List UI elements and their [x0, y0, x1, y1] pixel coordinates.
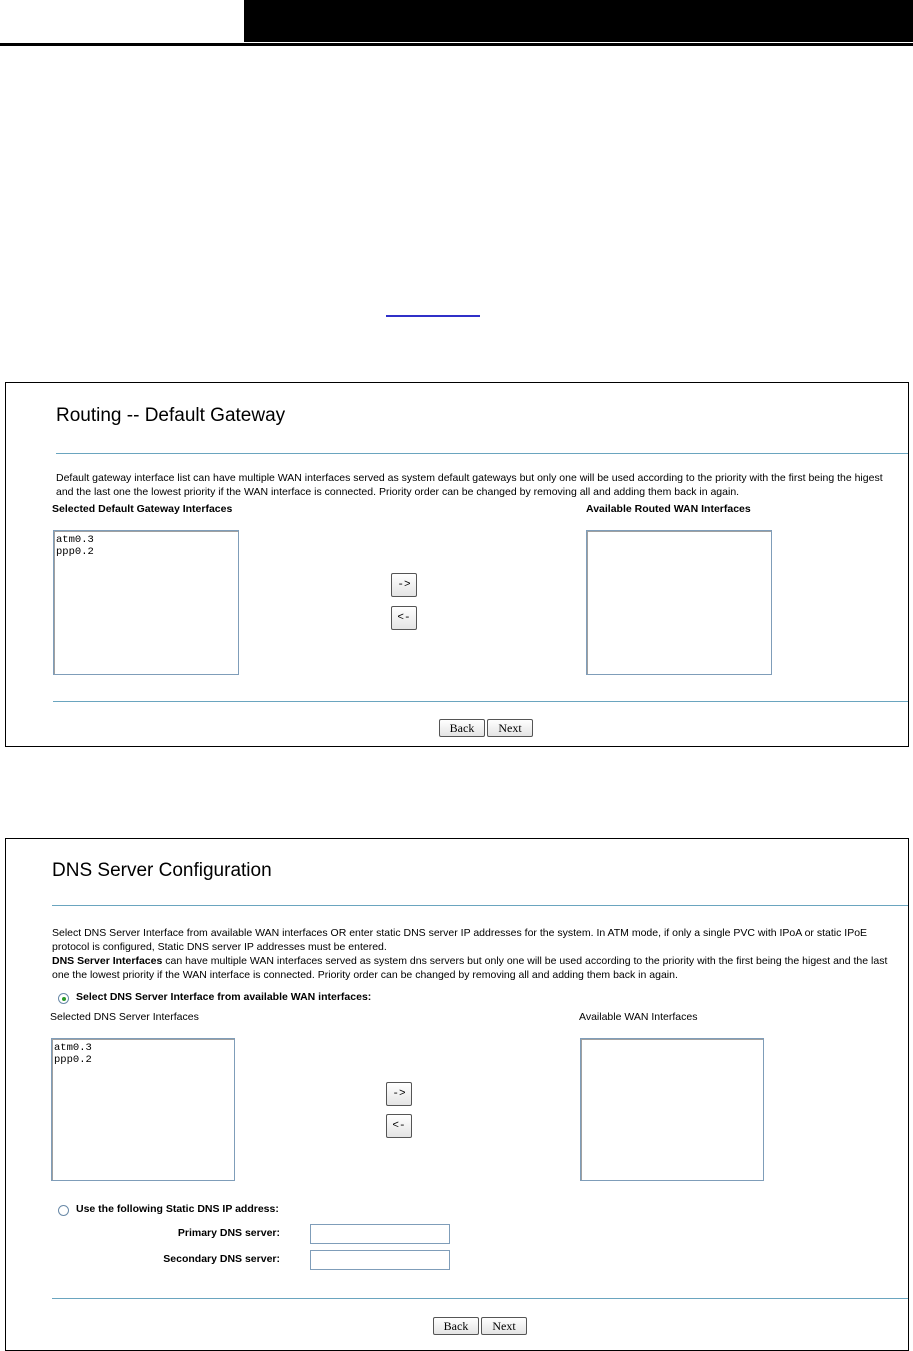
selected-gateway-interfaces-list[interactable] [53, 530, 239, 675]
document-header-rule [0, 43, 913, 46]
document-header-bar [244, 0, 913, 42]
description-paragraph-2 [52, 954, 900, 982]
dns-server-configuration-panel [5, 838, 909, 1351]
move-left-button[interactable]: <- [391, 606, 417, 630]
secondary-dns-label: Secondary DNS server: [163, 1253, 280, 1265]
description-paragraph-1: Select DNS Server Interface from available WAN interfaces OR enter static DNS server IP addresses for the system. In ATM mode, if only a single PVC with IPoA or static IPoE protocol is configured, Static DNS server IP addresses must be entered. [52, 927, 868, 953]
page-title: Routing -- Default Gateway [56, 405, 286, 426]
title-divider [56, 453, 908, 454]
static-dns-radio[interactable] [58, 1205, 69, 1216]
selected-interfaces-label: Selected Default Gateway Interfaces [52, 503, 233, 515]
primary-dns-label: Primary DNS server: [177, 1227, 280, 1239]
description-text: Default gateway interface list can have multiple WAN interfaces served as system default gateways but only one will be used according to the priority with the first being the higest and the last one the lowest priority if the WAN interface is connected. Priority order can be changed by removing all and adding them back in again. [56, 472, 883, 498]
available-wan-interfaces-list[interactable] [580, 1038, 764, 1181]
dns-interface-option-label: Select DNS Server Interface from available WAN interfaces: [76, 991, 372, 1003]
selected-dns-interfaces-list[interactable] [51, 1038, 235, 1181]
available-interfaces-label: Available Routed WAN Interfaces [586, 503, 751, 515]
routing-default-gateway-panel [5, 382, 909, 747]
list-item[interactable]: atm0.3 [54, 1042, 92, 1054]
secondary-dns-input[interactable] [310, 1250, 450, 1270]
static-dns-option-label: Use the following Static DNS IP address: [76, 1203, 279, 1215]
next-button[interactable]: Next [487, 719, 533, 737]
title-divider [52, 905, 908, 906]
move-left-button[interactable]: <- [386, 1114, 412, 1138]
document-link-underline [386, 315, 480, 317]
description-bold-term: DNS Server Interfaces [52, 955, 163, 967]
available-routed-wan-interfaces-list[interactable] [586, 530, 772, 675]
next-button[interactable]: Next [481, 1317, 527, 1335]
move-right-button[interactable]: -> [391, 573, 417, 597]
list-item[interactable]: ppp0.2 [54, 1054, 92, 1066]
primary-dns-input[interactable] [310, 1224, 450, 1244]
bottom-divider [53, 701, 908, 702]
back-button[interactable]: Back [439, 719, 485, 737]
back-button[interactable]: Back [433, 1317, 479, 1335]
dns-interface-radio[interactable] [58, 993, 69, 1004]
list-item[interactable]: ppp0.2 [56, 546, 94, 558]
selected-dns-interfaces-label: Selected DNS Server Interfaces [50, 1011, 199, 1023]
move-right-button[interactable]: -> [386, 1082, 412, 1106]
description-rest: can have multiple WAN interfaces served as system dns servers but only one will be used according to the priority with the first being the higest and the last one the lowest priority if the WAN interface is connected. Priority order can be changed by removing all and adding them back in again. [52, 955, 888, 981]
bottom-divider [52, 1298, 908, 1299]
available-wan-interfaces-label: Available WAN Interfaces [579, 1011, 698, 1023]
page-title: DNS Server Configuration [52, 860, 272, 881]
list-item[interactable]: atm0.3 [56, 534, 94, 546]
description-text [52, 926, 900, 982]
